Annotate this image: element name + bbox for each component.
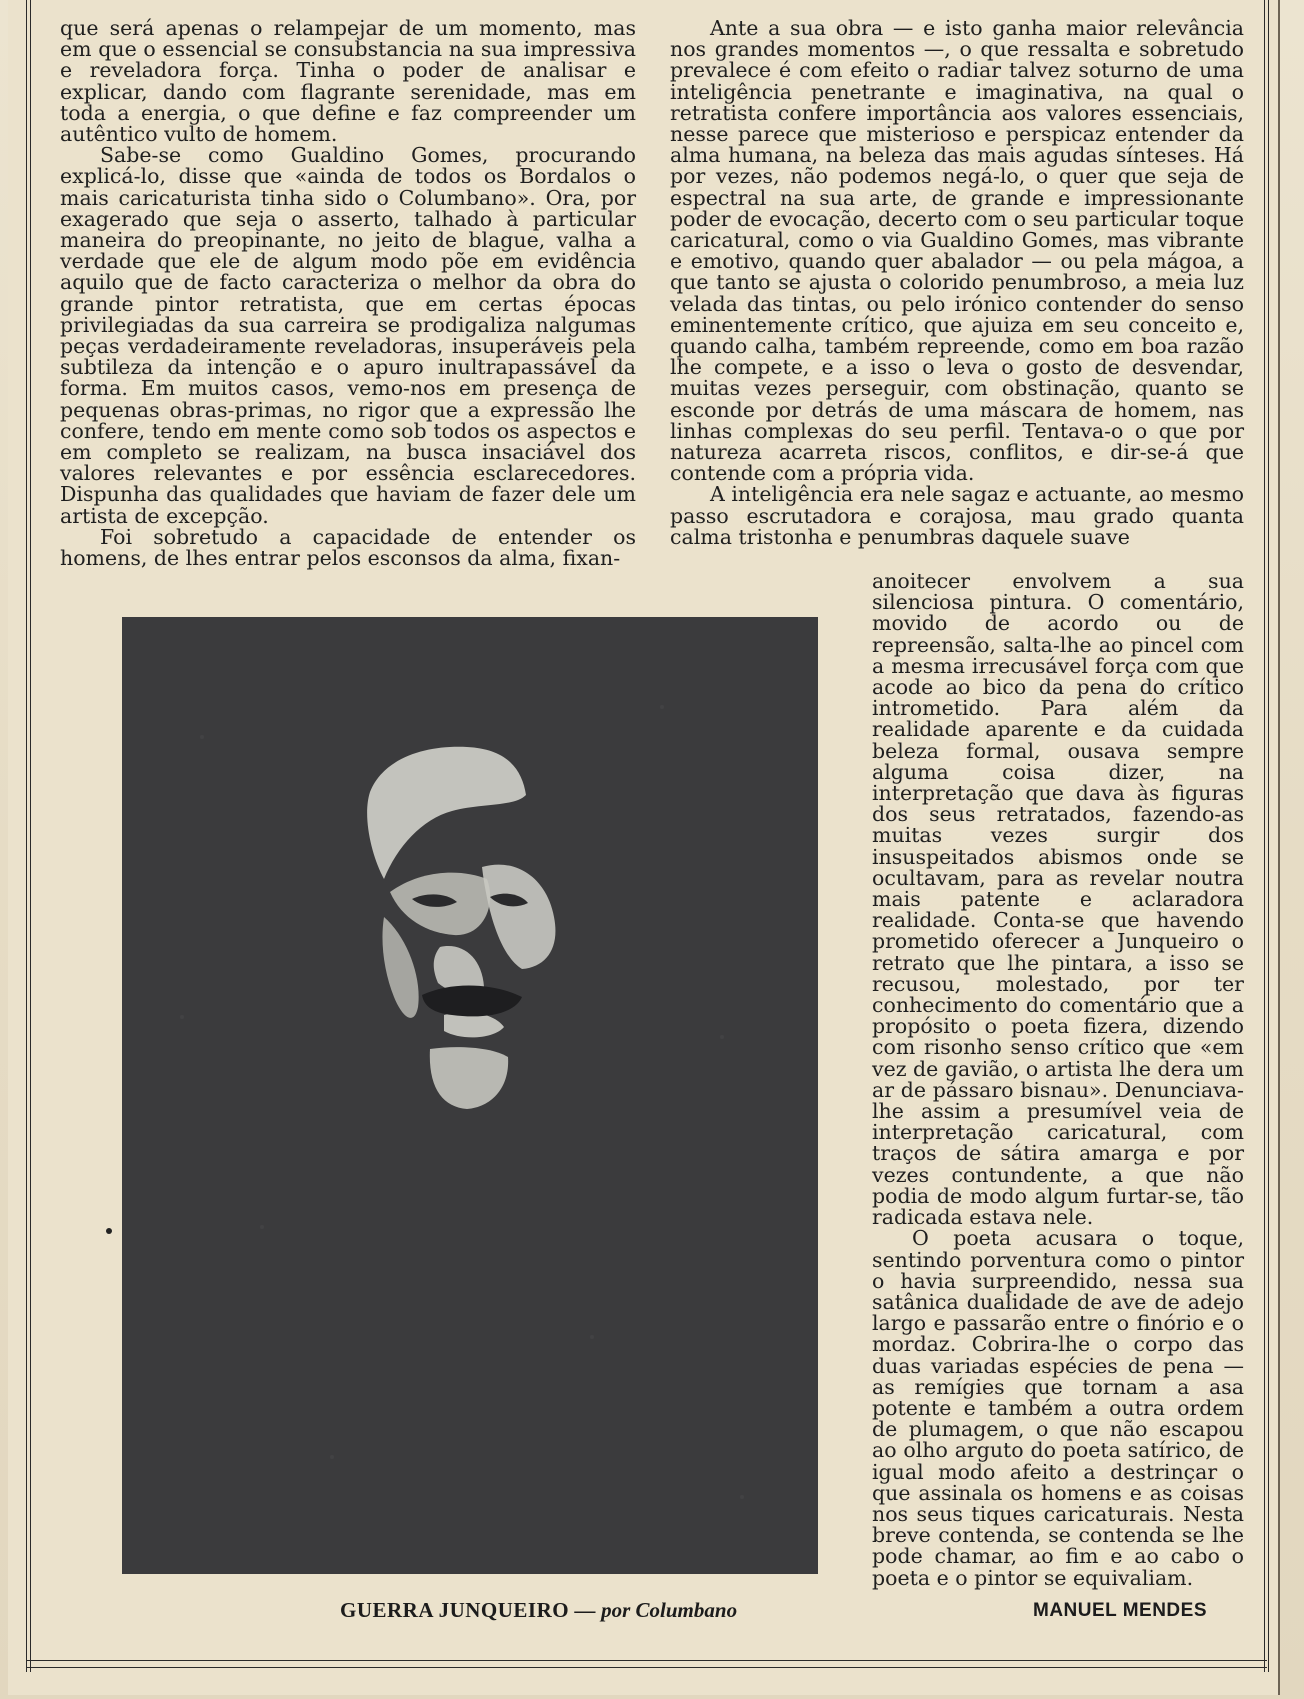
paragraph: Ante a sua obra — e isto ganha maior relevância nos grandes momentos —, o que ressalta e sobretudo prevalece é com efeito o radiar talvez soturno de uma inteligência penetrante e imaginativa, na qual o retratista confere importância aos valores essenciais, nesse parece que misterioso e perspicaz entender da alma humana, na beleza das mais agudas sínteses. Há por vezes, não podemos negá-lo, o quer que seja de espectral na sua arte, de grande e impressionante poder de evocação, decerto com o seu particular toque caricatural, como o via Gualdino Gomes, mas vibrante e emotivo, quando quer abalador — ou pela mágoa, a que tanto se ajusta o colorido penumbroso, a meia luz velada das tintas, ou pelo irónico contender do senso eminentemente crítico, que ajuiza em seu conceito e, quando calha, também repreende, como em boa razão lhe compete, e a isso o leva o gosto de desvendar, muitas vezes perseguir, com obstinação, quanto se esconde por detrás de uma máscara de homem, nas linhas complexas do seu perfil. Tentava-o o que por natureza acarreta riscos, conflitos, e dir-se-á que contende com a própria vida.: [670, 16, 1244, 486]
caption-credit: por Columbano: [601, 1598, 738, 1622]
article-column-right-lower: [872, 571, 1244, 1589]
frame-right-rule: [1264, 0, 1269, 1672]
paragraph: anoitecer envolvem a sua silenciosa pintura. O comentário, movido de acordo ou de repreensão, salta-lhe ao pincel com a mesma irrecusável força com que acode ao bico da pena do crítico intrometido. Para além da realidade aparente e da cuidada beleza formal, ousava sempre alguma coisa dizer, na interpretação que dava às figuras dos seus retratados, fazendo-as muitas vezes surgir dos insuspeitados abismos onde se ocultavam, para as revelar noutra mais patente e aclaradora realidade. Conta-se que havendo prometido oferecer a Junqueiro o retrato que lhe pintara, a isso se recusou, molestado, por ter conhecimento do comentário que a propósito o poeta fizera, dizendo com risonho senso crítico que «em vez de gavião, o artista lhe dera um ar de pássaro bisnau». Denunciava-lhe assim a presumível veia de interpretação caricatural, com traços de sátira amarga e por vezes contundente, a que não podia de modo algum furtar-se, tão radicada estava nele.: [872, 569, 1244, 1230]
photo-caption: [340, 1598, 737, 1623]
article-column-left: [60, 18, 636, 569]
author-signature: MANUEL MENDES: [1033, 1600, 1207, 1621]
caption-subject: GUERRA JUNQUEIRO: [340, 1598, 570, 1622]
frame-left-rule: [26, 0, 31, 1672]
caption-dash: —: [574, 1598, 596, 1622]
portrait-illustration: [122, 617, 818, 1574]
paragraph: Sabe-se como Gualdino Gomes, procurando explicá-lo, disse que «ainda de todos os Bordalos o mais caricaturista tinha sido o Columbano». Ora, por exagerado que seja o asserto, talhado à particular maneira do preopinante, no jeito de blague, valha a verdade que ele de algum modo põe em evidência aquilo que de facto caracteriza o melhor da obra do grande pintor retratista, que em certas épocas privilegiadas da sua carreira se prodigaliza nalgumas peças verdadeiramente reveladoras, insuperáveis pela subtileza da intenção e o apuro inultrapassável da forma. Em muitos casos, vemo-nos em presença de pequenas obras-primas, no rigor que a expressão lhe confere, tendo em mente como sob todos os aspectos e em completo se realizam, na busca insaciável dos valores relevantes e por essência esclarecedores. Dispunha das qualidades que haviam de fazer dele um artista de excepção.: [60, 143, 636, 528]
print-mark: [106, 1228, 112, 1234]
portrait-photo: [122, 617, 818, 1574]
paragraph: que será apenas o relampejar de um momento, mas em que o essencial se consubstancia na sua impressiva e reveladora força. Tinha o poder de analisar e explicar, dando com flagrante serenidade, mas em toda a energia, o que define e faz compreender um autêntico vulto de homem.: [60, 16, 636, 147]
paragraph: A inteligência era nele sagaz e actuante, ao mesmo passo escrutadora e corajosa, mau grado quanta calma tristonha e penumbras daquele suave: [670, 482, 1244, 549]
frame-bottom-rule: [26, 1660, 1267, 1668]
paragraph: Foi sobretudo a capacidade de entender os homens, de lhes entrar pelos esconsos da alma, fixan-: [60, 524, 636, 571]
paragraph: O poeta acusara o toque, sentindo porventura como o pintor o havia surpreendido, nessa sua satânica dualidade de ave de adejo largo e passarão entre o finório e o mordaz. Cobrira-lhe o corpo das duas variadas espécies de pena — as remígies que tornam a asa potente e também a outra ordem de plumagem, o que não escapou ao olho arguto do poeta satírico, de igual modo afeito a destrinçar o que assinala os homens e as coisas nos seus tiques caricaturais. Nesta breve contenda, se contenda se lhe pode chamar, ao fim e ao cabo o poeta e o pintor se equivaliam.: [872, 1226, 1244, 1590]
article-column-right-upper: [670, 18, 1244, 548]
